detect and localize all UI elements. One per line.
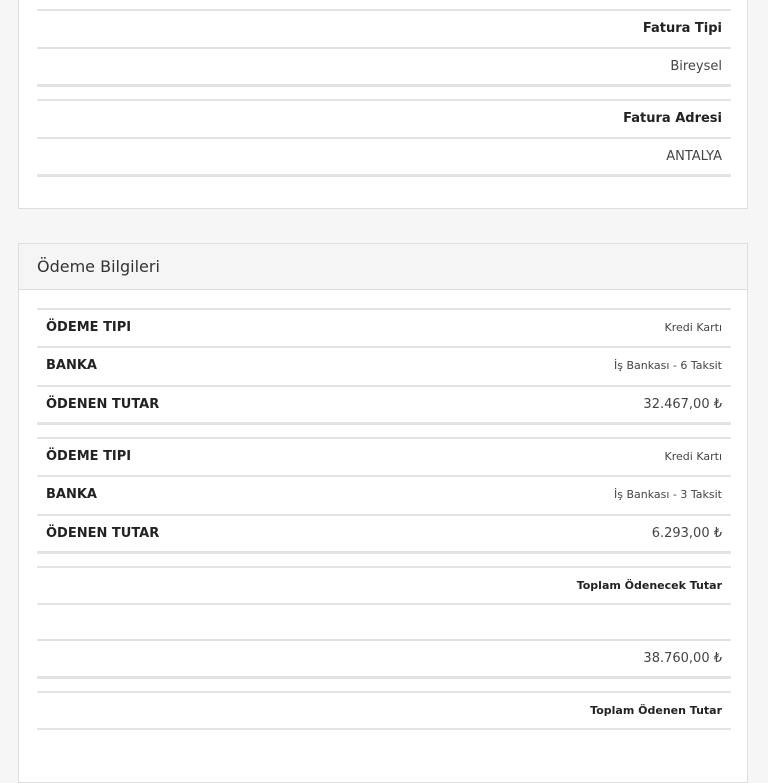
total-to-pay-value: 38.760,00 ₺ bbox=[643, 651, 722, 666]
bank-value: İş Bankası - 6 Taksit bbox=[613, 359, 722, 372]
paid-amount-row bbox=[37, 514, 731, 554]
payment-info-panel bbox=[18, 243, 748, 783]
bank-row bbox=[37, 346, 731, 383]
payment-type-value: Kredi Kartı bbox=[664, 450, 722, 463]
invoice-address-label: Fatura Adresi bbox=[623, 111, 722, 126]
total-to-pay-spacer-row bbox=[37, 603, 731, 640]
paid-amount-value: 6.293,00 ₺ bbox=[651, 526, 722, 541]
paid-amount-row bbox=[37, 385, 731, 425]
invoice-address-label-row bbox=[37, 99, 731, 136]
total-to-pay-value-row bbox=[37, 639, 731, 679]
payment-type-value: Kredi Kartı bbox=[664, 321, 722, 334]
total-paid-value-row bbox=[37, 728, 731, 765]
bank-label: BANKA bbox=[46, 487, 97, 502]
invoice-address-value-row bbox=[37, 137, 731, 177]
total-paid-label: Toplam Ödenen Tutar bbox=[590, 704, 722, 717]
total-to-pay-label-row bbox=[37, 566, 731, 603]
paid-amount-label: ÖDENEN TUTAR bbox=[46, 526, 160, 541]
bank-row bbox=[37, 475, 731, 512]
total-paid-label-row bbox=[37, 691, 731, 728]
paid-amount-label: ÖDENEN TUTAR bbox=[46, 397, 160, 412]
bank-label: BANKA bbox=[46, 358, 97, 373]
payment-type-row bbox=[37, 437, 731, 474]
paid-amount-value: 32.467,00 ₺ bbox=[643, 397, 722, 412]
invoice-type-label: Fatura Tipi bbox=[642, 21, 722, 36]
payment-type-label: ÖDEME TIPI bbox=[46, 320, 132, 335]
bank-value: İş Bankası - 3 Taksit bbox=[613, 488, 722, 501]
invoice-address-value: ANTALYA bbox=[666, 149, 722, 164]
payment-type-label: ÖDEME TIPI bbox=[46, 449, 132, 464]
invoice-type-value: Bireysel bbox=[670, 59, 722, 74]
payment-panel-heading: Ödeme Bilgileri bbox=[19, 244, 747, 290]
payment-type-row bbox=[37, 308, 731, 345]
invoice-type-value-row bbox=[37, 47, 731, 87]
invoice-type-label-row bbox=[37, 9, 731, 46]
invoice-info-panel bbox=[18, 0, 748, 209]
total-to-pay-label: Toplam Ödenecek Tutar bbox=[576, 579, 722, 592]
